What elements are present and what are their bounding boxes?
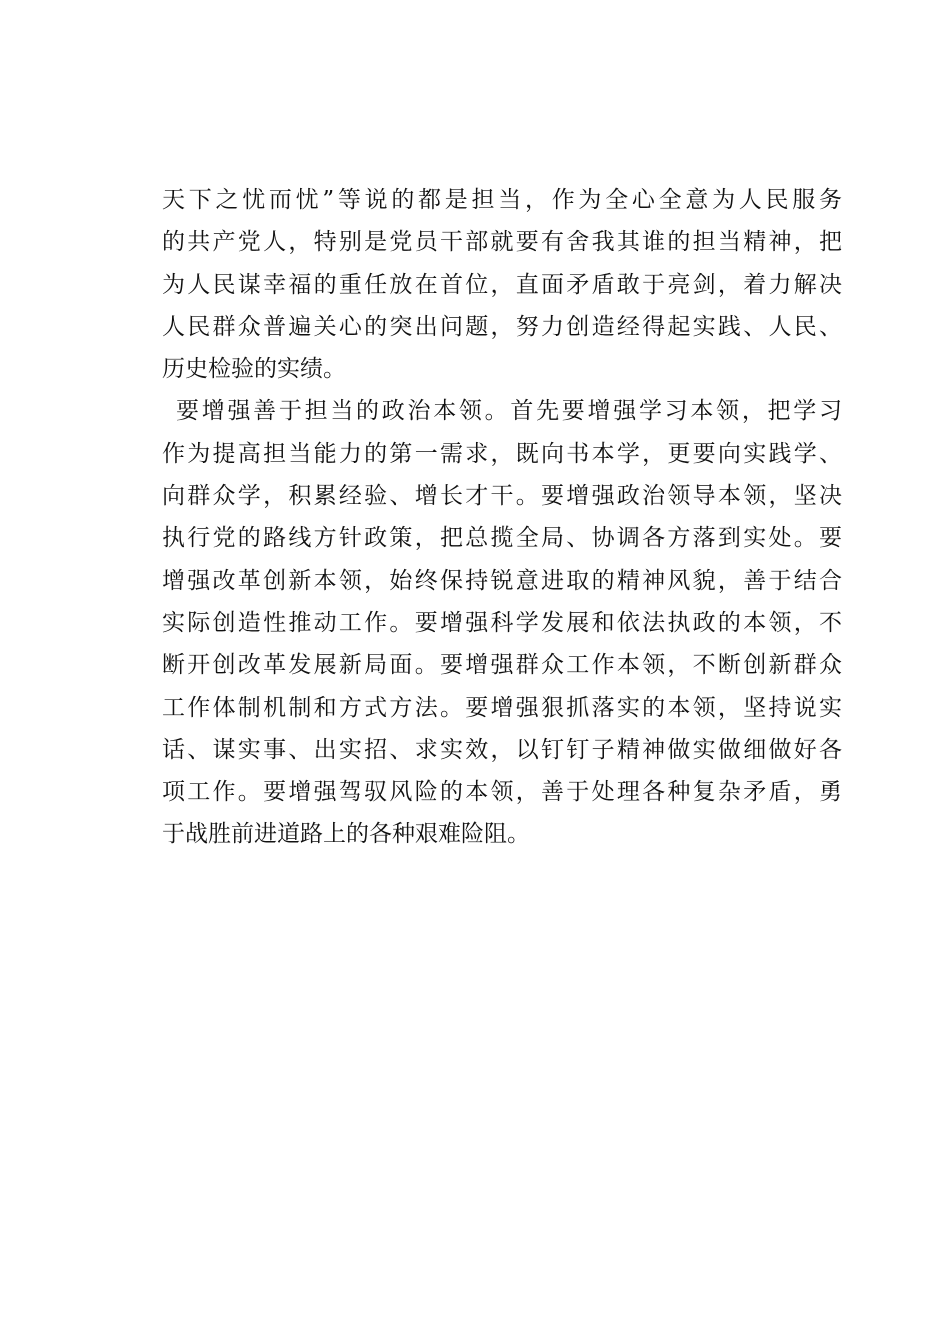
text-line: 要增强善于担当的政治本领。首先要增强学习本领，把学习 — [176, 398, 842, 425]
text-line: 话、谋实事、出实招、求实效，以钉钉子精神做实做细做好各 — [162, 736, 842, 763]
paragraph-2 — [162, 395, 842, 860]
text-line: 历史检验的实绩。 — [162, 356, 346, 383]
text-line: 工作体制机制和方式方法。要增强狠抓落实的本领，坚持说实 — [162, 694, 842, 721]
text-line: 向群众学，积累经验、增长才干。要增强政治领导本领，坚决 — [162, 483, 842, 510]
text-line: 实际创造性推动工作。要增强科学发展和依法执政的本领，不 — [162, 609, 842, 636]
text-line: 的共产党人，特别是党员干部就要有舍我其谁的担当精神，把 — [162, 229, 842, 256]
text-line: 断开创改革发展新局面。要增强群众工作本领，不断创新群众 — [162, 652, 842, 679]
text-line: 执行党的路线方针政策，把总揽全局、协调各方落到实处。要 — [162, 525, 842, 552]
text-line: 为人民谋幸福的重任放在首位，直面矛盾敢于亮剑，着力解决 — [162, 271, 842, 298]
text-line: 增强改革创新本领，始终保持锐意进取的精神风貌，善于结合 — [162, 567, 842, 594]
body-text — [162, 184, 842, 861]
text-line: 人民群众普遍关心的突出问题，努力创造经得起实践、人民、 — [162, 313, 842, 340]
text-line: 天下之忧而忧”等说的都是担当，作为全心全意为人民服务 — [162, 187, 842, 213]
text-line: 于战胜前进道路上的各种艰难险阻。 — [162, 821, 530, 848]
text-line: 作为提高担当能力的第一需求，既向书本学，更要向实践学、 — [162, 440, 842, 467]
paragraph-1 — [162, 184, 842, 395]
text-line: 项工作。要增强驾驭风险的本领，善于处理各种复杂矛盾，勇 — [162, 779, 842, 806]
